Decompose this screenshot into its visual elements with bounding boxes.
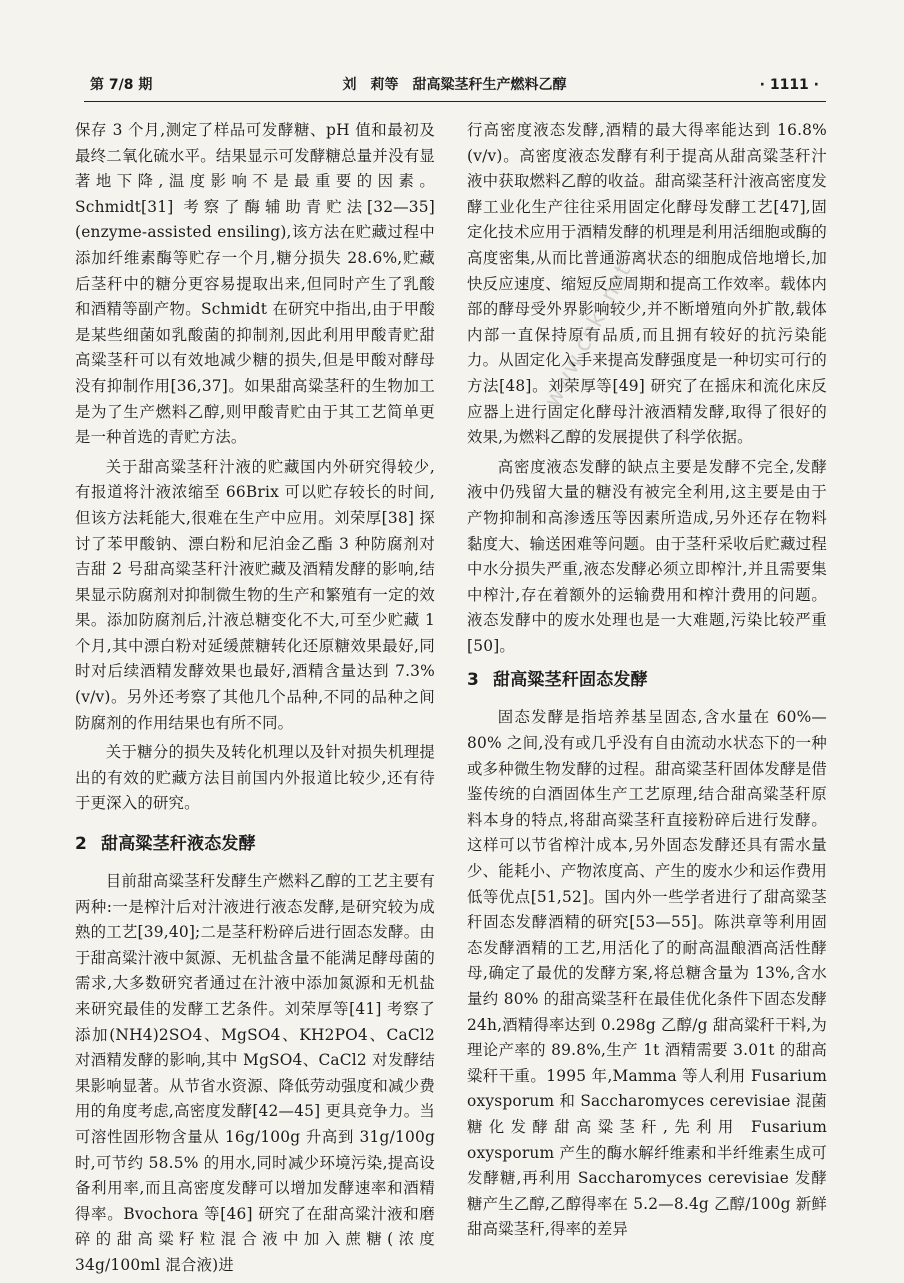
- paragraph: 关于糖分的损失及转化机理以及针对损失机理提出的有效的贮藏方法目前国内外报道比较少,还有待于更深入的研究。: [75, 743, 435, 813]
- section-heading: [467, 667, 827, 693]
- paragraph: 保存 3 个月,测定了样品可发酵糖、pH 值和最初及最终二氧化硫水平。结果显示可发酵糖总量并没有显著地下降,温度影响不是最重要的因素。Schmidt[31] 考察了酶辅助青贮法[32—35](enzyme-assisted ensiling),该方法在贮藏过程中添加纤维素酶等贮存一个月,糖分损失 28.6%,贮藏后茎秆中的糖分更容易提取出来,但同时产生了乳酸和酒精等副产物。Schmidt 在研究中指出,由于甲酸是某些细菌如乳酸菌的抑制剂,因此利用甲酸青贮甜高粱茎秆可以有效地减少糖的损失,但是甲酸对酵母没有抑制作用[36,37]。如果甜高粱茎秆的生物加工是为了生产燃料乙醇,则甲酸青贮由于其工艺简单更是一种首选的青贮方法。: [75, 121, 435, 447]
- page-header: [90, 74, 819, 96]
- section-title: 甜高粱茎秆固态发酵: [493, 670, 648, 691]
- watermark: www.cnki.net: [540, 259, 637, 412]
- paragraph: 高密度液态发酵的缺点主要是发酵不完全,发酵液中仍残留大量的糖没有被完全利用,这主要是由于产物抑制和高渗透压等因素所造成,另外还存在物料黏度大、输送困难等问题。由于茎秆采收后贮藏过程中水分损失严重,液态发酵必须立即榨汁,并且需要集中榨汁,存在着额外的运输费用和榨汁费用的问题。液态发酵中的废水处理也是一大难题,污染比较严重[50]。: [467, 457, 827, 655]
- paragraph: 行高密度液态发酵,酒精的最大得率能达到 16.8%(v/v)。高密度液态发酵有利于提高从甜高粱茎秆汁液中获取燃料乙醇的收益。甜高粱茎秆汁液高密度发酵工业化生产往往采用固定化酵母发酵工艺[47],固定化技术应用于酒精发酵的机理是利用活细胞或酶的高度密集,从而比普通游离状态的细胞成倍地增长,加快反应速度、缩短反应周期和提高工作效率。载体内部的酵母受外界影响较少,并不断增殖向外扩散,载体内部一直保持原有品质,而且拥有较好的抗污染能力。从固定化入手来提高发酵强度是一种切实可行的方法[48]。刘荣厚等[49] 研究了在摇床和流化床反应器上进行固定化酵母汁液酒精发酵,取得了很好的效果,为燃料乙醇的发展提供了科学依据。: [467, 121, 827, 447]
- left-column: [75, 118, 435, 1283]
- paragraph: 固态发酵是指培养基呈固态,含水量在 60%—80% 之间,没有或几乎没有自由流动水状态下的一种或多种微生物发酵的过程。甜高粱茎秆固体发酵是借鉴传统的白酒固体生产工艺原理,结合甜高粱茎秆原料本身的特点,将甜高粱茎秆直接粉碎后进行发酵。这样可以节省榨汁成本,另外固态发酵还具有需水量少、能耗小、产物浓度高、产生的废水少和运作费用低等优点[51,52]。国内外一些学者进行了甜高粱茎秆固态发酵酒精的研究[53—55]。陈洪章等利用固态发酵酒精的工艺,用活化了的耐高温酿酒高活性酵母,确定了最优的发酵方案,将总糖含量为 13%,含水量约 80% 的甜高粱茎秆在最佳优化条件下固态发酵 24h,酒精得率达到 0.298g 乙醇/g 甜高粱秆干料,为理论产率的 89.8%,生产 1t 酒精需要 3.01t 的甜高粱秆干重。1995 年,Mamma 等人利用 Fusarium oxysporum 和 Saccharomyces cerevisiae 混菌糖化发酵甜高粱茎秆,先利用 Fusarium oxysporum 产生的酶水解纤维素和半纤维素生成可发酵糖,再利用 Saccharomyces cerevisiae 发酵糖产生乙醇,乙醇得率在 5.2—8.4g 乙醇/100g 新鲜甜高粱茎秆,得率的差异: [467, 708, 827, 1239]
- page-number: · 1111 ·: [759, 77, 819, 93]
- paragraph: 关于甜高粱茎秆汁液的贮藏国内外研究得较少,有报道将汁液浓缩至 66Brix 可以贮存较长的时间,但该方法耗能大,很难在生产中应用。刘荣厚[38] 探讨了苯甲酸钠、漂白粉和尼泊金乙酯 3 种防腐剂对吉甜 2 号甜高粱茎秆汁液贮藏及酒精发酵的影响,结果显示防腐剂对抑制微生物的生产和繁殖有一定的效果。添加防腐剂后,汁液总糖变化不大,可至少贮藏 1 个月,其中漂白粉对延缓蔗糖转化还原糖效果最好,同时对后续酒精发酵效果也最好,酒精含量达到 7.3%(v/v)。另外还考察了其他几个品种,不同的品种之间防腐剂的作用结果也有所不同。: [75, 457, 435, 732]
- issue-number: 第 7/8 期: [90, 77, 153, 93]
- paragraph: 目前甜高粱茎秆发酵生产燃料乙醇的工艺主要有两种:一是榨汁后对汁液进行液态发酵,是研究较为成熟的工艺[39,40];二是茎秆粉碎后进行固态发酵。由于甜高粱汁液中氮源、无机盐含量不能满足酵母菌的需求,大多数研究者通过在汁液中添加氮源和无机盐来研究最佳的发酵工艺条件。刘荣厚等[41] 考察了添加(NH4)2SO4、MgSO4、KH2PO4、CaCl2 对酒精发酵的影响,其中 MgSO4、CaCl2 对发酵结果影响显著。从节省水资源、降低劳动强度和减少费用的角度考虑,高密度发酵[42—45] 更具竞争力。当可溶性固形物含量从 16g/100g 升高到 31g/100g 时,可节约 58.5% 的用水,同时减少环境污染,提高设备利用率,而且高密度发酵可以增加发酵速率和酒精得率。Bvochora 等[46] 研究了在甜高粱汁液和磨碎的甜高粱籽粒混合液中加入蔗糖(浓度 34g/100ml 混合液)进: [75, 872, 435, 1274]
- section-number: 3: [467, 670, 480, 691]
- section-number: 2: [75, 834, 88, 855]
- running-title: 刘 莉等 甜高粱茎秆生产燃料乙醇: [342, 77, 567, 93]
- section-title: 甜高粱茎秆液态发酵: [101, 834, 256, 855]
- right-column: [467, 118, 827, 1247]
- section-heading: [75, 831, 435, 857]
- header-rule: [84, 101, 826, 102]
